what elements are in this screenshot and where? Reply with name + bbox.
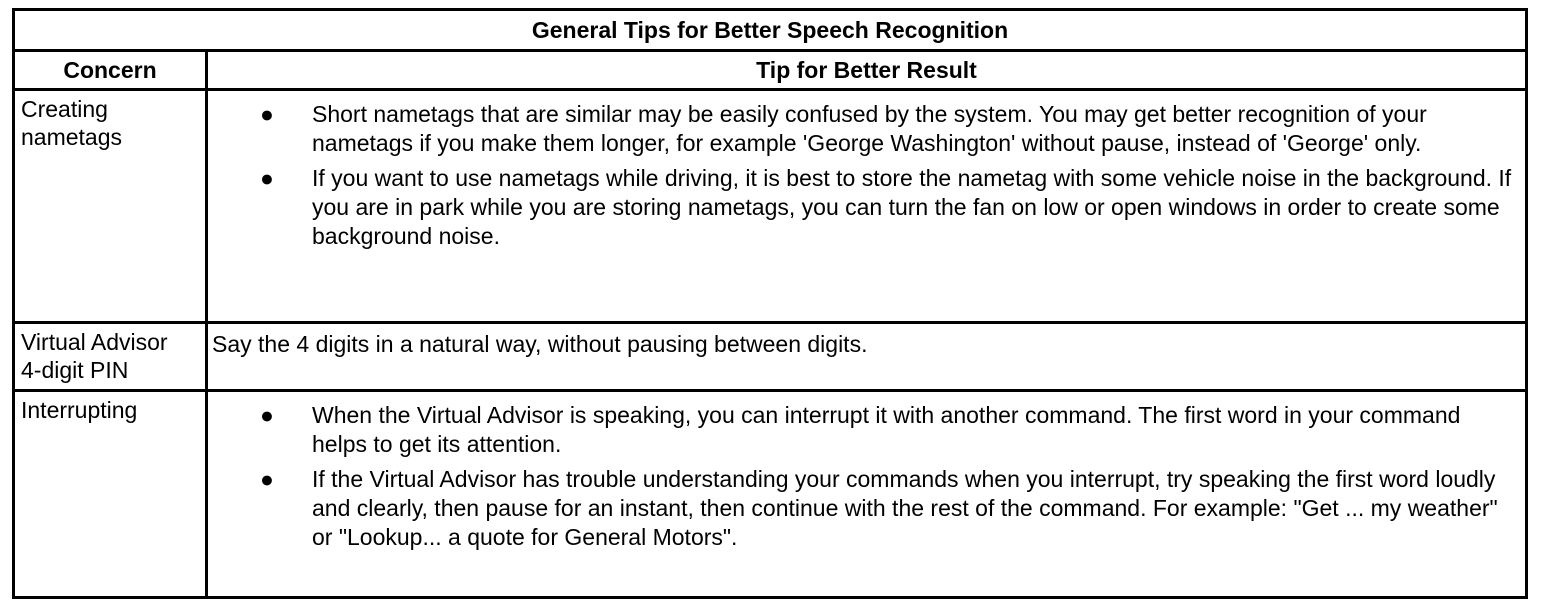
concern-label: Virtual Advisor 4-digit PIN xyxy=(21,329,168,383)
tip-text: If the Virtual Advisor has trouble understanding your commands when you interrupt, try speaking the first word loudly and clearly, then pause for an instant, then continue with the rest of the command. For example: "Get ... my weather" or "Lookup... a quote for General Motors". xyxy=(312,466,1498,550)
title-row xyxy=(14,10,1527,51)
tip-text: When the Virtual Advisor is speaking, you can interrupt it with another command. The first word in your command helps to get its attention. xyxy=(312,402,1461,457)
bullet-icon: ● xyxy=(260,101,274,127)
tip-cell xyxy=(207,323,1527,391)
tip-text: If you want to use nametags while driving, it is best to store the nametag with some vehicle noise in the background. If you are in park while you are storing nametags, you can turn the fan on low or open windows in order to create some background noise. xyxy=(312,165,1512,249)
concern-column-header: Concern xyxy=(14,51,207,90)
bullet-icon: ● xyxy=(260,402,274,428)
tip-item xyxy=(260,465,1513,552)
tip-item xyxy=(260,100,1513,158)
table-title: General Tips for Better Speech Recognition xyxy=(14,10,1527,51)
tip-text: Say the 4 digits in a natural way, without pausing between digits. xyxy=(212,331,868,357)
tip-cell xyxy=(207,391,1527,598)
header-row xyxy=(14,51,1527,90)
table-row-creating-nametags xyxy=(14,90,1527,323)
table-row-interrupting xyxy=(14,391,1527,598)
table-row-virtual-advisor-pin xyxy=(14,323,1527,391)
tip-column-header: Tip for Better Result xyxy=(207,51,1527,90)
speech-tips-table xyxy=(12,8,1528,599)
concern-cell xyxy=(14,90,207,323)
concern-label: Creating nametags xyxy=(21,96,123,150)
tip-cell xyxy=(207,90,1527,323)
tip-list xyxy=(208,392,1525,552)
tip-item xyxy=(260,401,1513,459)
tip-text: Short nametags that are similar may be easily confused by the system. You may get better recognition of your nametags if you make them longer, for example 'George Washington' without pause, instead of 'George' only. xyxy=(312,101,1427,156)
concern-label: Interrupting xyxy=(21,397,138,423)
concern-cell xyxy=(14,391,207,598)
concern-cell xyxy=(14,323,207,391)
tip-item xyxy=(260,164,1513,251)
tip-list xyxy=(208,91,1525,251)
bullet-icon: ● xyxy=(260,165,274,191)
bullet-icon: ● xyxy=(260,466,274,492)
